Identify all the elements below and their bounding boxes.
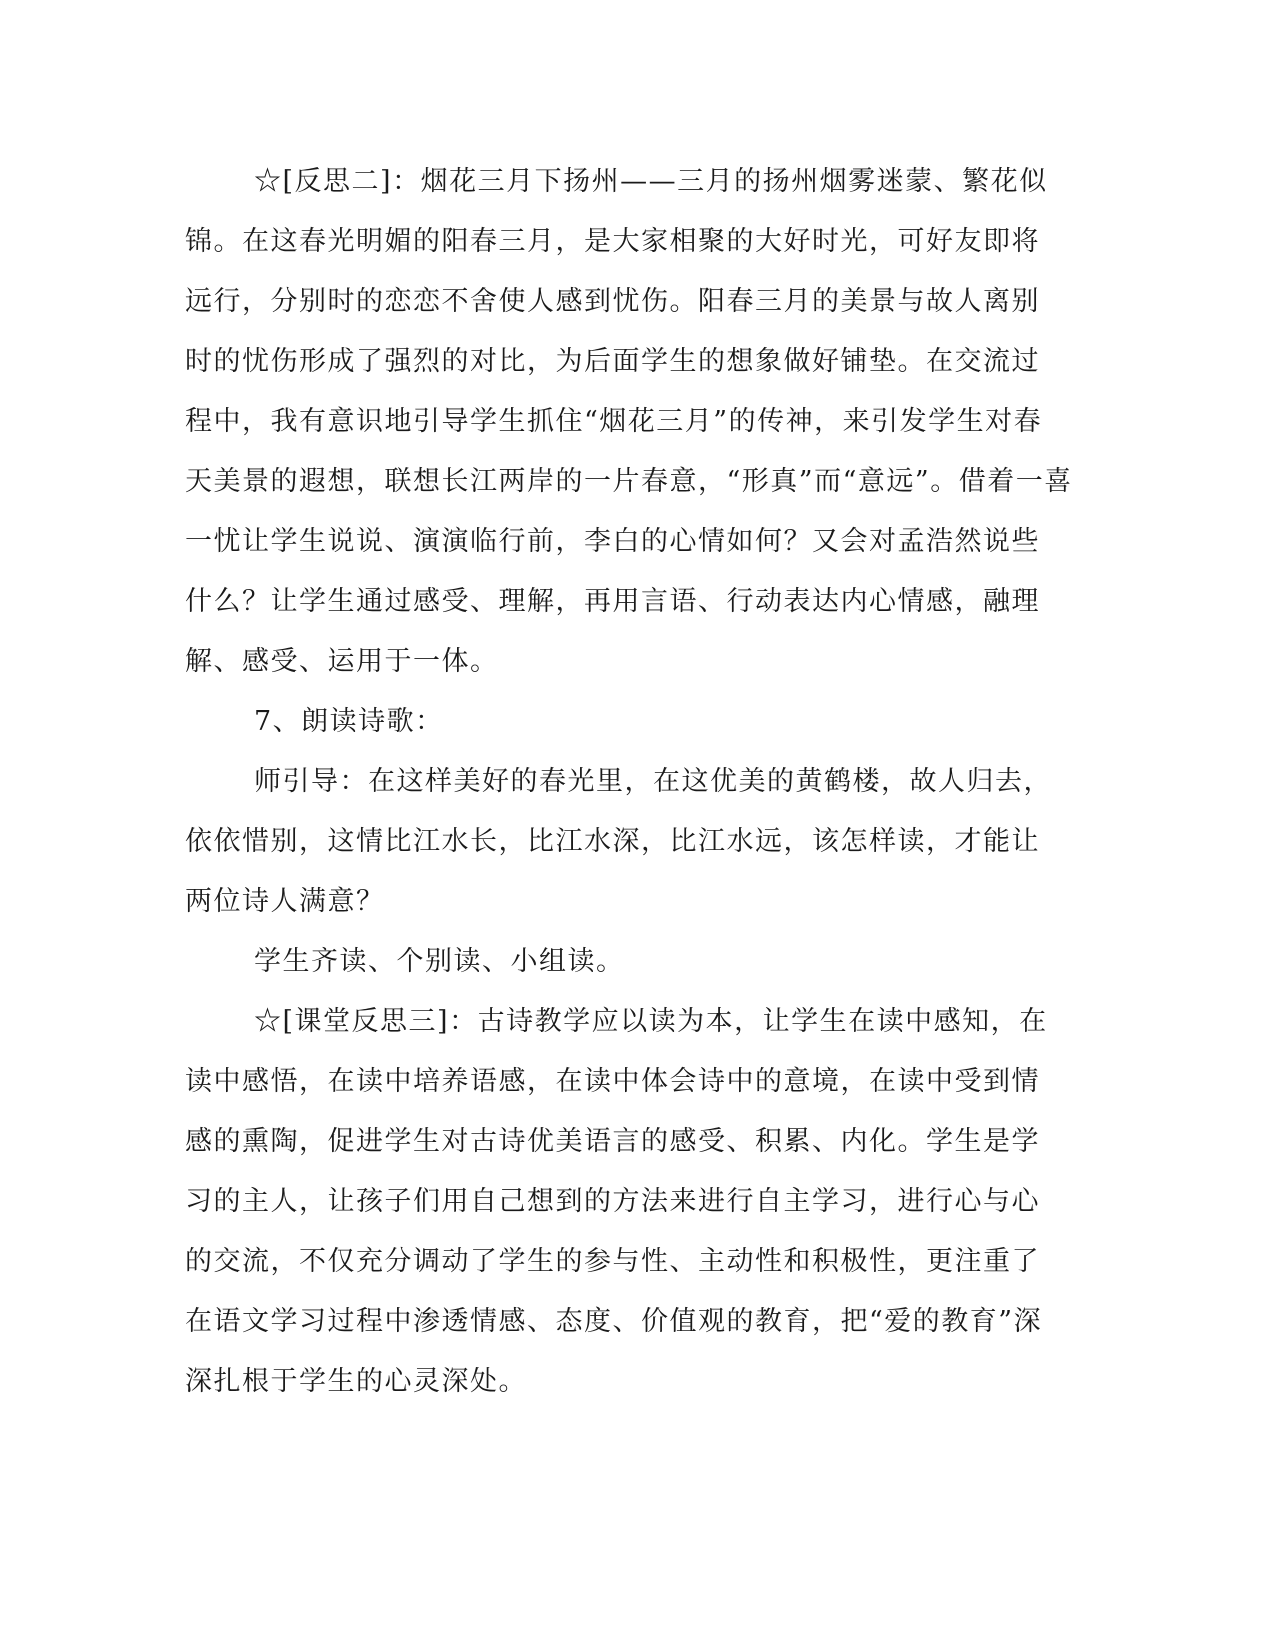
document-body bbox=[185, 152, 1073, 1412]
paragraph-reflection-three-line-5: 的交流，不仅充分调动了学生的参与性、主动性和积极性，更注重了 bbox=[185, 1246, 1040, 1277]
paragraph-reflection-two-line-9: 解、感受、运用于一体。 bbox=[185, 646, 499, 677]
paragraph-reflection-two-line-6: 天美景的遐想，联想长江两岸的一片春意，“形真”而“意远”。借着一喜 bbox=[185, 466, 1073, 497]
paragraph-reflection-two-line-8: 什么？让学生通过感受、理解，再用言语、行动表达内心情感，融理 bbox=[185, 586, 1040, 617]
paragraph-reflection-two-line-3: 远行，分别时的恋恋不舍使人感到忧伤。阳春三月的美景与故人离别 bbox=[185, 286, 1040, 317]
paragraph-reflection-two-line-2: 锦。在这春光明媚的阳春三月，是大家相聚的大好时光，可好友即将 bbox=[185, 226, 1040, 257]
paragraph-reflection-three-line-3: 感的熏陶，促进学生对古诗优美语言的感受、积累、内化。学生是学 bbox=[185, 1126, 1040, 1157]
paragraph-reflection-two-line-7: 一忧让学生说说、演演临行前，李白的心情如何？又会对孟浩然说些 bbox=[185, 526, 1040, 557]
paragraph-reflection-two-line-4: 时的忧伤形成了强烈的对比，为后面学生的想象做好铺垫。在交流过 bbox=[185, 346, 1040, 377]
paragraph-reflection-three-line-4: 习的主人，让孩子们用自己想到的方法来进行自主学习，进行心与心 bbox=[185, 1186, 1040, 1217]
paragraph-reflection-three-line-7: 深扎根于学生的心灵深处。 bbox=[185, 1366, 527, 1397]
paragraph-teacher-guide-line-1: 师引导：在这样美好的春光里，在这优美的黄鹤楼，故人归去， bbox=[254, 766, 1052, 797]
paragraph-teacher-guide-line-3: 两位诗人满意？ bbox=[185, 886, 385, 917]
paragraph-student-reading: 学生齐读、个别读、小组读。 bbox=[254, 946, 625, 977]
paragraph-reflection-three-line-1: ☆[课堂反思三]：古诗教学应以读为本，让学生在读中感知，在 bbox=[254, 1006, 1048, 1037]
paragraph-reflection-two-line-1: ☆[反思二]：烟花三月下扬州——三月的扬州烟雾迷蒙、繁花似 bbox=[254, 166, 1048, 197]
paragraph-reflection-three-line-2: 读中感悟，在读中培养语感，在读中体会诗中的意境，在读中受到情 bbox=[185, 1066, 1040, 1097]
paragraph-reflection-three-line-6: 在语文学习过程中渗透情感、态度、价值观的教育，把“爱的教育”深 bbox=[185, 1306, 1043, 1337]
section-heading-reading: 7、朗读诗歌： bbox=[254, 706, 444, 737]
paragraph-reflection-two-line-5: 程中，我有意识地引导学生抓住“烟花三月”的传神，来引发学生对春 bbox=[185, 406, 1043, 437]
paragraph-teacher-guide-line-2: 依依惜别，这情比江水长，比江水深，比江水远，该怎样读，才能让 bbox=[185, 826, 1040, 857]
